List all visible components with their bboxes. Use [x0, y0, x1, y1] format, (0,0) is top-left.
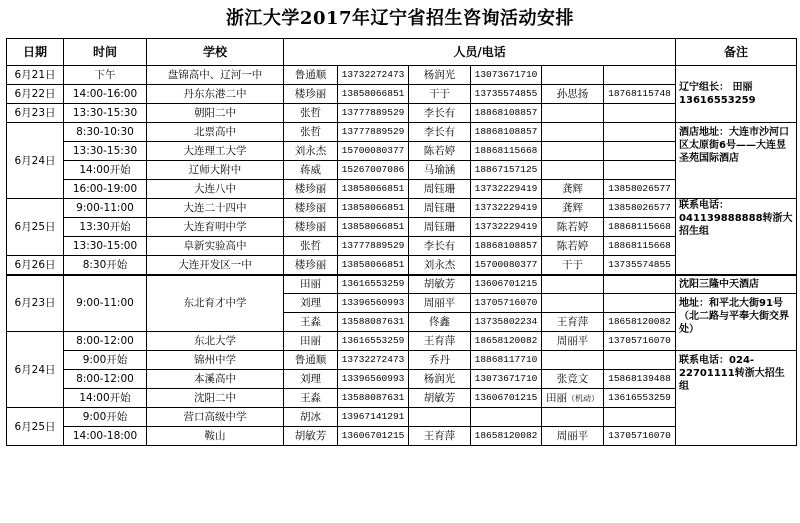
person-phone: 18658120082 [471, 427, 542, 446]
school-cell: 盘锦高中、辽河一中 [147, 66, 284, 85]
person-name: 胡敏芳 [284, 427, 338, 446]
person-phone [604, 104, 676, 123]
school-cell: 本溪高中 [147, 370, 284, 389]
person-phone: 13732229419 [471, 218, 542, 237]
person-name: 佟鑫 [409, 313, 471, 332]
time-cell: 8:00-12:00 [64, 370, 147, 389]
person-name [542, 161, 604, 180]
person-phone: 15700080377 [338, 142, 409, 161]
person-name: 田丽 [546, 391, 567, 404]
table-row [7, 275, 797, 294]
person-name: 周丽平 [409, 294, 471, 313]
person-name: 杨润光 [409, 370, 471, 389]
person-name [409, 408, 471, 427]
person-phone: 18658120082 [471, 332, 542, 351]
person-name: 刘永杰 [284, 142, 338, 161]
person-name: 胡敏芳 [409, 275, 471, 294]
time-cell: 14:00开始 [64, 389, 147, 408]
person-name: 王育萍 [542, 313, 604, 332]
person-name: 鲁通顺 [284, 66, 338, 85]
person-phone: 18868108857 [471, 123, 542, 142]
person-name: 陈若婷 [542, 237, 604, 256]
person-name: 鲁通顺 [284, 351, 338, 370]
person-phone: 18868108857 [471, 104, 542, 123]
school-cell: 鞍山 [147, 427, 284, 446]
note-contact-phone: 联系电话：041139888888转浙大招生组 [676, 199, 797, 275]
person-phone [604, 123, 676, 142]
person-name: 干于 [409, 85, 471, 104]
time-cell: 8:30开始 [64, 256, 147, 275]
person-name [542, 142, 604, 161]
note-hotel-address: 地址：和平北大街91号（北二路与平奉大街交界处） [676, 294, 797, 351]
person-phone: 18868115668 [604, 218, 676, 237]
person-name [542, 294, 604, 313]
person-phone: 13858066851 [338, 218, 409, 237]
person-phone: 13396560993 [338, 294, 409, 313]
person-phone [604, 275, 676, 294]
person-name [542, 275, 604, 294]
school-cell: 大连二十四中 [147, 199, 284, 218]
table-row [7, 66, 797, 85]
person-name [542, 408, 604, 427]
person-name: 杨润光 [409, 66, 471, 85]
person-phone: 18868117710 [471, 351, 542, 370]
header-time: 时间 [64, 39, 147, 66]
school-cell: 大连开发区一中 [147, 256, 284, 275]
date-cell: 6月23日 [7, 104, 64, 123]
person-phone: 13735574855 [471, 85, 542, 104]
school-cell: 大连八中 [147, 180, 284, 199]
person-phone: 18658120082 [604, 313, 676, 332]
school-cell: 丹东东港二中 [147, 85, 284, 104]
person-name: 王淼 [284, 313, 338, 332]
time-cell: 9:00-11:00 [64, 275, 147, 332]
person-phone [471, 408, 542, 427]
person-name: 张竞文 [542, 370, 604, 389]
person-name: 张哲 [284, 237, 338, 256]
person-phone: 13858066851 [338, 85, 409, 104]
person-phone: 13732272473 [338, 66, 409, 85]
person-name: 楼珍丽 [284, 256, 338, 275]
person-phone: 13606701215 [338, 427, 409, 446]
person-name: 李长有 [409, 237, 471, 256]
person-name: 刘理 [284, 370, 338, 389]
time-cell: 9:00-11:00 [64, 199, 147, 218]
person-phone: 13858066851 [338, 256, 409, 275]
school-cell: 东北育才中学 [147, 275, 284, 332]
schedule-table [6, 38, 797, 446]
person-name: 李长有 [409, 123, 471, 142]
time-cell: 9:00开始 [64, 408, 147, 427]
person-name [542, 66, 604, 85]
person-phone: 13588087631 [338, 313, 409, 332]
date-cell: 6月26日 [7, 256, 64, 275]
person-phone: 13705716070 [604, 427, 676, 446]
person-name: 田丽 [284, 332, 338, 351]
date-cell: 6月24日 [7, 332, 64, 408]
person-phone [604, 408, 676, 427]
time-cell: 13:30-15:30 [64, 142, 147, 161]
school-cell: 大连理工大学 [147, 142, 284, 161]
person-phone: 15700080377 [471, 256, 542, 275]
school-cell: 东北大学 [147, 332, 284, 351]
person-phone: 13967141291 [338, 408, 409, 427]
person-name: 周钰珊 [409, 218, 471, 237]
person-phone: 13073671710 [471, 66, 542, 85]
school-cell: 辽师大附中 [147, 161, 284, 180]
person-name: 孙思扬 [542, 85, 604, 104]
person-name [542, 123, 604, 142]
time-cell: 下午 [64, 66, 147, 85]
time-cell: 14:00-16:00 [64, 85, 147, 104]
time-cell: 13:30-15:00 [64, 237, 147, 256]
person-name: 张哲 [284, 104, 338, 123]
note-leader: 辽宁组长： 田丽 13616553259 [676, 66, 797, 123]
person-phone: 13732272473 [338, 351, 409, 370]
person-phone: 18867157125 [471, 161, 542, 180]
person-name: 楼珍丽 [284, 199, 338, 218]
date-cell: 6月21日 [7, 66, 64, 85]
person-phone: 13732229419 [471, 199, 542, 218]
person-name: 田丽 [284, 275, 338, 294]
person-phone: 13616553259 [338, 332, 409, 351]
header-school: 学校 [147, 39, 284, 66]
note-hotel-address: 酒店地址：大连市沙河口区太原街6号——大连昱圣苑国际酒店 [676, 123, 797, 199]
person-phone: 13396560993 [338, 370, 409, 389]
person-phone: 13777889529 [338, 104, 409, 123]
person-name: 刘理 [284, 294, 338, 313]
person-phone: 18868115668 [471, 142, 542, 161]
date-cell: 6月25日 [7, 408, 64, 446]
school-cell: 沈阳二中 [147, 389, 284, 408]
person-phone: 13735802234 [471, 313, 542, 332]
person-name-standby [542, 389, 604, 408]
person-phone: 13777889529 [338, 237, 409, 256]
school-cell: 阜新实验高中 [147, 237, 284, 256]
person-name: 楼珍丽 [284, 85, 338, 104]
note-hotel-name: 沈阳三隆中天酒店 [676, 275, 797, 294]
person-name: 刘永杰 [409, 256, 471, 275]
person-name: 周丽平 [542, 332, 604, 351]
person-name: 蒋威 [284, 161, 338, 180]
person-name: 龚辉 [542, 180, 604, 199]
person-phone: 13616553259 [604, 389, 676, 408]
time-cell: 14:00-18:00 [64, 427, 147, 446]
time-cell: 14:00开始 [64, 161, 147, 180]
person-phone: 13858026577 [604, 180, 676, 199]
person-phone [604, 142, 676, 161]
standby-tag: （机动） [567, 393, 599, 403]
person-phone: 15868139488 [604, 370, 676, 389]
person-name: 王育萍 [409, 427, 471, 446]
person-name: 李长有 [409, 104, 471, 123]
person-phone: 13732229419 [471, 180, 542, 199]
person-phone: 13858066851 [338, 180, 409, 199]
page-title: 浙江大学2017年辽宁省招生咨询活动安排 [225, 8, 575, 29]
person-phone: 13588087631 [338, 389, 409, 408]
person-phone: 13606701215 [471, 275, 542, 294]
header-date: 日期 [7, 39, 64, 66]
person-phone [604, 66, 676, 85]
person-name: 龚辉 [542, 199, 604, 218]
time-cell: 16:00-19:00 [64, 180, 147, 199]
school-cell: 锦州中学 [147, 351, 284, 370]
person-phone: 15267007086 [338, 161, 409, 180]
date-cell: 6月25日 [7, 199, 64, 256]
person-name: 陈若婷 [542, 218, 604, 237]
person-phone: 13777889529 [338, 123, 409, 142]
time-cell: 8:00-12:00 [64, 332, 147, 351]
table-row [7, 351, 797, 370]
header-people: 人员/电话 [284, 39, 676, 66]
date-cell: 6月23日 [7, 275, 64, 332]
time-cell: 13:30开始 [64, 218, 147, 237]
time-cell: 9:00开始 [64, 351, 147, 370]
person-name: 乔丹 [409, 351, 471, 370]
note-contact-phone: 联系电话：024-22701111转浙大招生组 [676, 351, 797, 446]
person-name: 周钰珊 [409, 199, 471, 218]
person-phone: 13073671710 [471, 370, 542, 389]
person-phone: 13705716070 [471, 294, 542, 313]
person-name: 陈若婷 [409, 142, 471, 161]
person-name: 张哲 [284, 123, 338, 142]
header-row [7, 39, 797, 66]
person-phone: 18768115748 [604, 85, 676, 104]
time-cell: 13:30-15:30 [64, 104, 147, 123]
date-cell: 6月22日 [7, 85, 64, 104]
person-phone: 13606701215 [471, 389, 542, 408]
person-name [542, 351, 604, 370]
person-name: 周丽平 [542, 427, 604, 446]
person-name: 胡敏芳 [409, 389, 471, 408]
table-row [7, 123, 797, 142]
person-phone: 13616553259 [338, 275, 409, 294]
school-cell: 营口高级中学 [147, 408, 284, 427]
person-phone: 13705716070 [604, 332, 676, 351]
person-phone: 18868108857 [471, 237, 542, 256]
table-row [7, 199, 797, 218]
time-cell: 8:30-10:30 [64, 123, 147, 142]
person-phone [604, 351, 676, 370]
person-phone: 18868115668 [604, 237, 676, 256]
person-name: 王育萍 [409, 332, 471, 351]
person-phone: 13735574855 [604, 256, 676, 275]
school-cell: 大连育明中学 [147, 218, 284, 237]
person-phone [604, 161, 676, 180]
header-notes: 备注 [676, 39, 797, 66]
school-cell: 北票高中 [147, 123, 284, 142]
person-name: 楼珍丽 [284, 218, 338, 237]
school-cell: 朝阳二中 [147, 104, 284, 123]
person-name: 王淼 [284, 389, 338, 408]
date-cell: 6月24日 [7, 123, 64, 199]
person-phone: 13858026577 [604, 199, 676, 218]
person-name: 周钰珊 [409, 180, 471, 199]
person-name: 干于 [542, 256, 604, 275]
person-name: 马瑜涵 [409, 161, 471, 180]
person-name [542, 104, 604, 123]
person-phone: 13858066851 [338, 199, 409, 218]
person-name: 胡冰 [284, 408, 338, 427]
person-name: 楼珍丽 [284, 180, 338, 199]
person-phone [604, 294, 676, 313]
